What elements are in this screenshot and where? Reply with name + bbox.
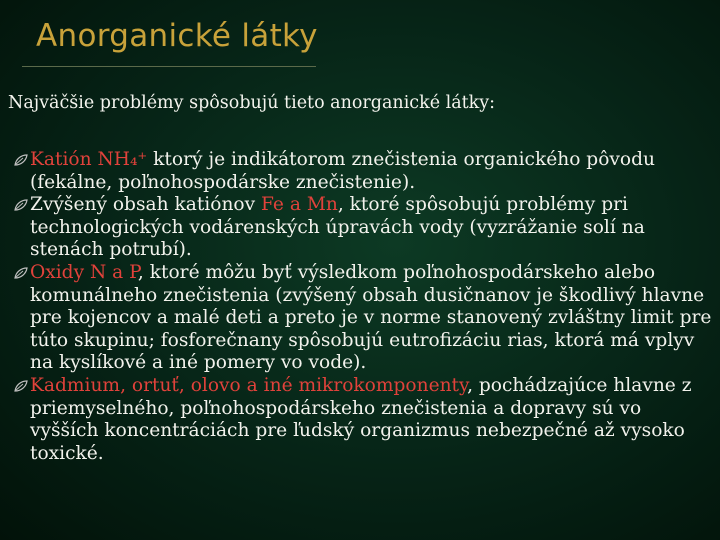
bullet-highlight: Kadmium, ortuť, olovo a iné mikrokomponenty <box>30 374 468 396</box>
bullet-highlight: Oxidy N a P <box>30 261 138 283</box>
bullet-text: , ktoré môžu byť výsledkom poľnohospodárskeho alebo komunálneho znečistenia (zvýšený obsah dusičnanov je škodlivý hlavne pre kojencov a malé deti a preto je v norme stanovený zvláštny limit pre túto skupinu; fosforečnany spôsobujú eutrofizáciu rias, ktorá má vplyv na kyslíkové a iné pomery vo vode). <box>30 261 712 374</box>
bullet-text: , pochádzajúce hlavne z priemyselného, poľnohospodárskeho znečistenia a dopravy sú vo vyšších koncentráciách pre ľudský organizmus nebezpečné až vysoko toxické. <box>30 374 692 464</box>
bullet-highlight: Fe a Mn <box>261 194 338 216</box>
bullet-list <box>12 149 712 465</box>
bullet-highlight: Katión NH₄⁺ <box>30 149 148 170</box>
leaf-bullet-icon <box>14 267 28 279</box>
leaf-bullet-icon <box>14 199 28 211</box>
bullet-text: ktorý je indikátorom znečistenia organického pôvodu (fekálne, poľnohospodárske znečistenie). <box>30 149 655 193</box>
bullet-item <box>12 262 712 375</box>
bullet-lead: Zvýšený obsah katiónov <box>30 194 262 216</box>
leaf-bullet-icon <box>14 154 28 166</box>
bullet-item <box>12 375 712 465</box>
bullet-item <box>12 194 712 262</box>
bullet-item <box>12 149 712 194</box>
leaf-bullet-icon <box>14 380 28 392</box>
intro-text: Najväčšie problémy spôsobujú tieto anorganické látky: <box>8 93 496 113</box>
bullet-text: , ktoré spôsobujú problémy pri technologických vodárenských úpravách vody (vyzrážanie solí na stenách potrubí). <box>30 194 645 261</box>
title-underline <box>22 66 316 67</box>
slide-title: Anorganické látky <box>36 18 318 54</box>
